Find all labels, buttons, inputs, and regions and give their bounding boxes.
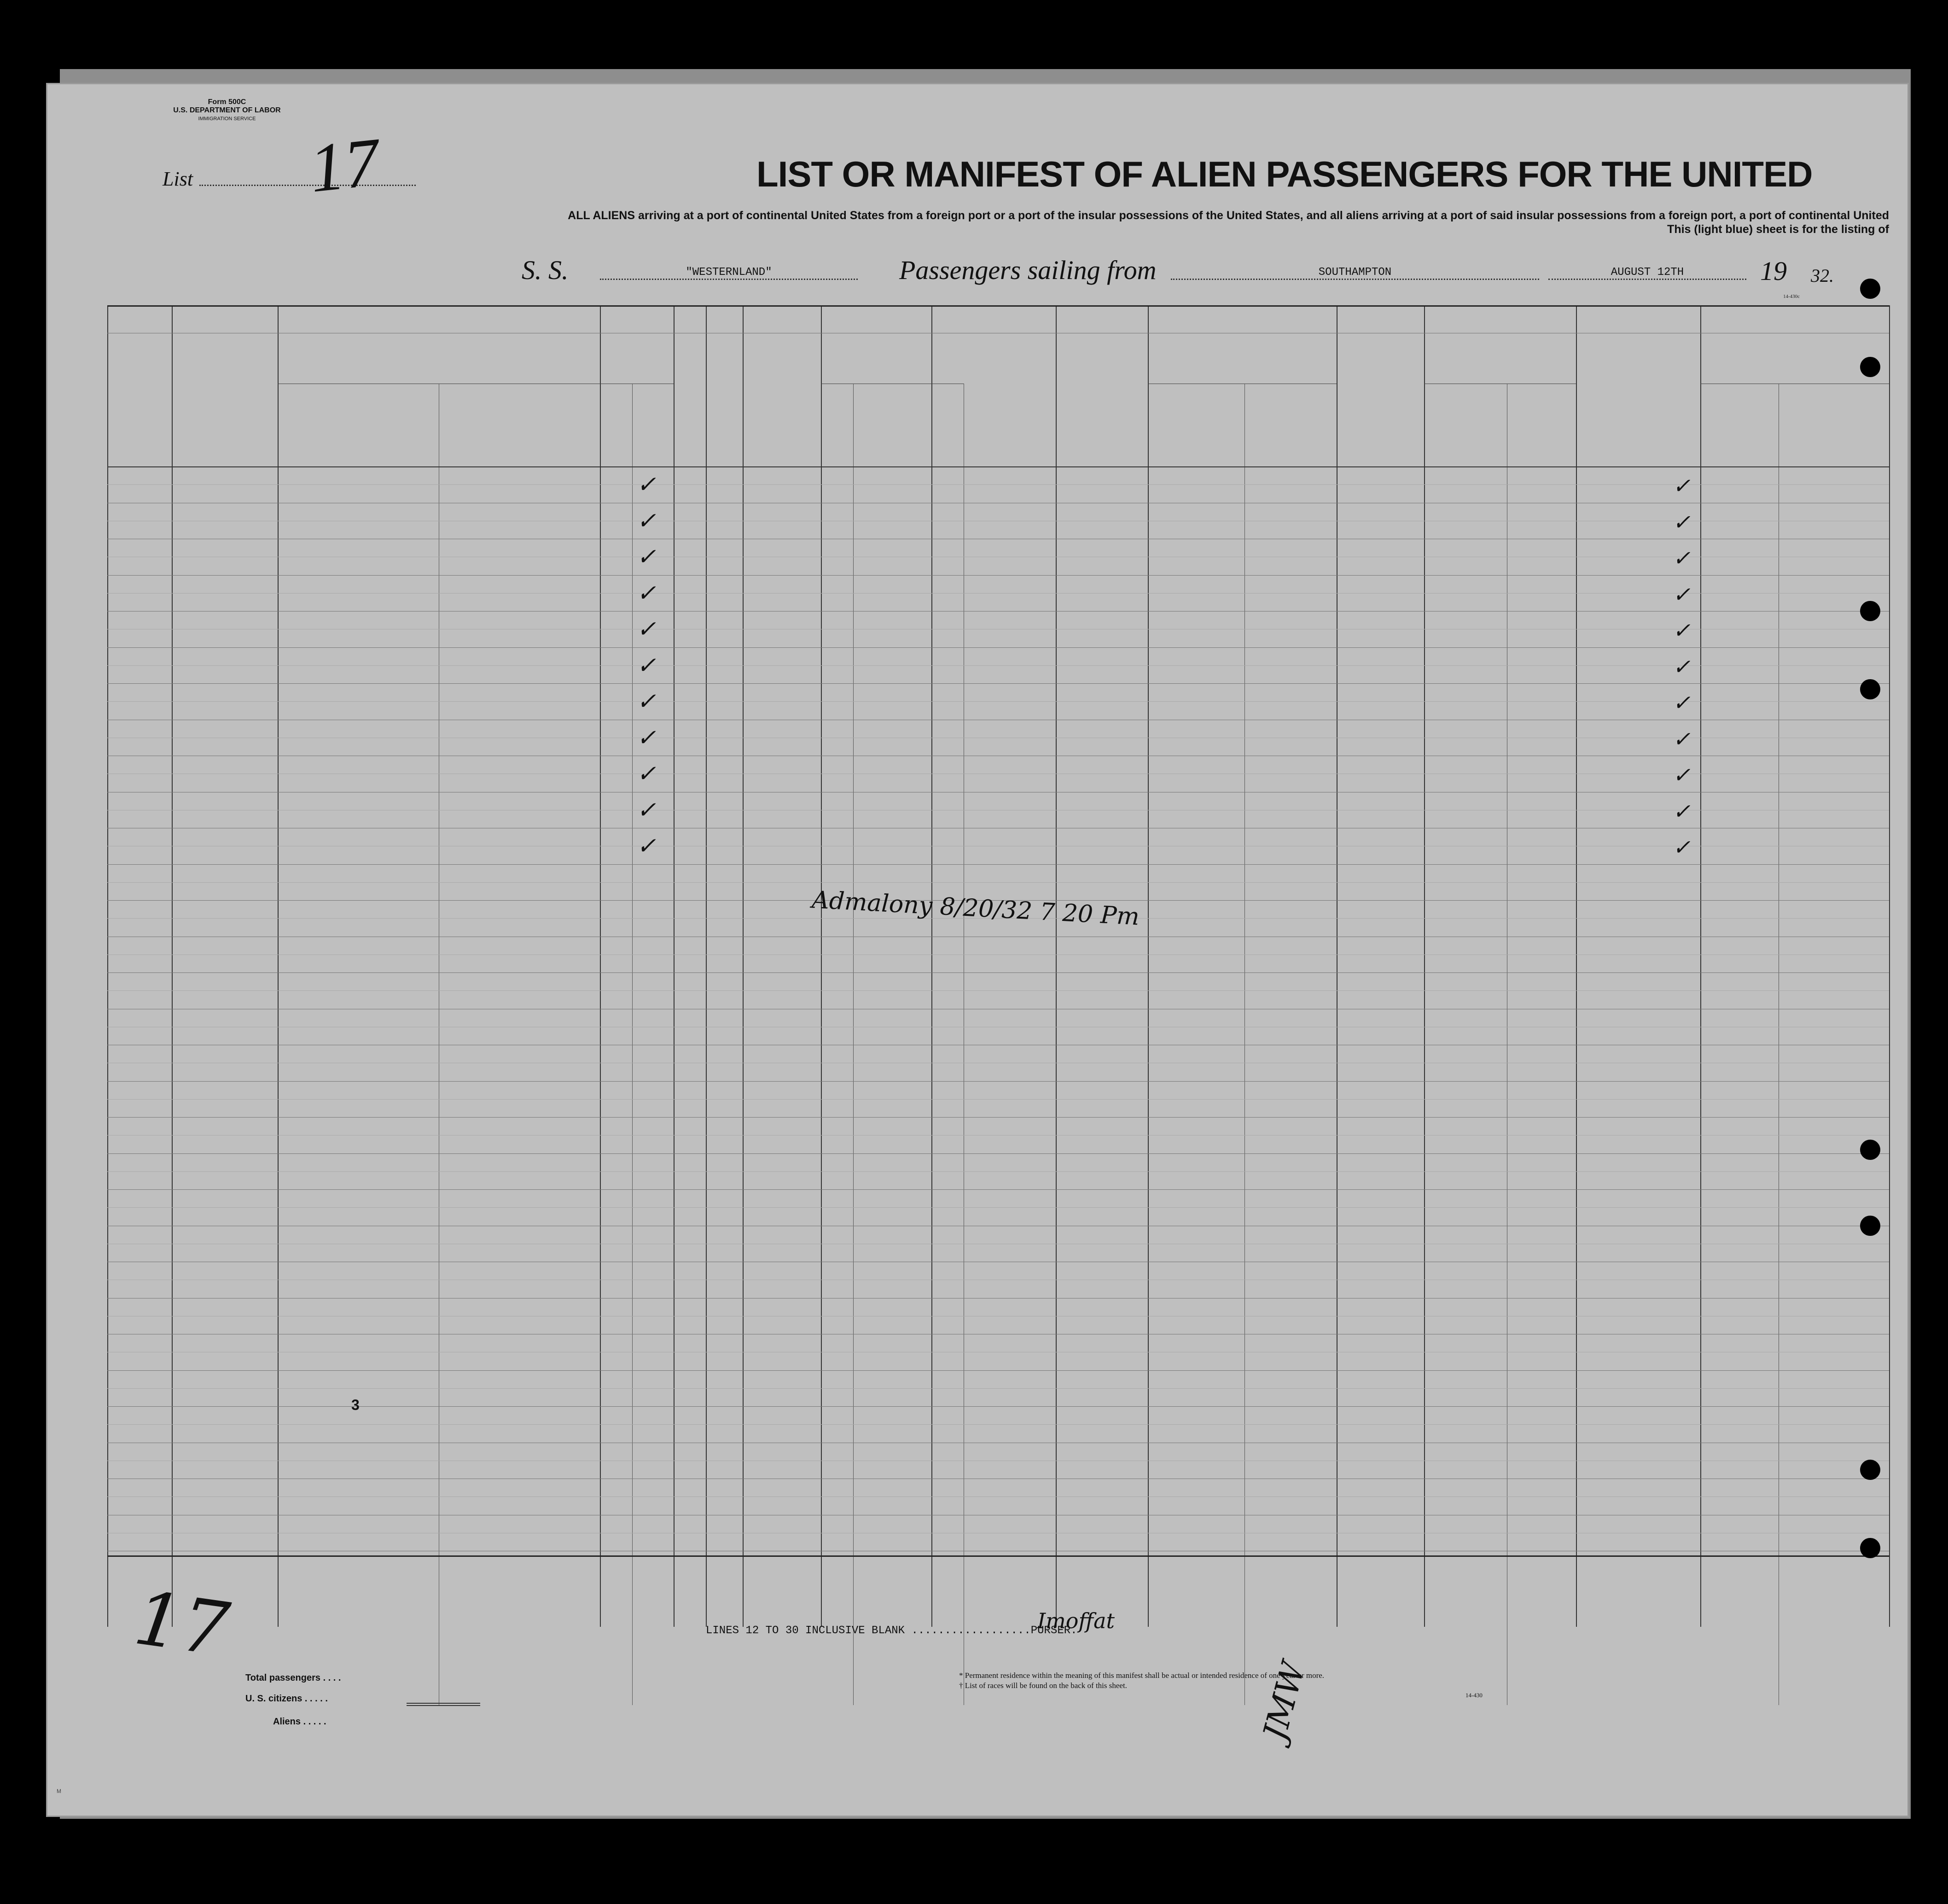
department: U.S. DEPARTMENT OF LABOR [173,106,281,114]
verif-check: ✓ [1673,763,1691,787]
age-check: ✓ [637,797,656,823]
row-rule [107,1406,1889,1407]
binder-hole [1860,1460,1880,1480]
row-rule [107,1189,1889,1190]
edge-mark: M [57,1788,61,1794]
row-rule [107,1153,1889,1154]
age-check: ✓ [637,507,656,534]
subtitle [416,209,1889,236]
column-rule [1056,305,1057,1627]
verif-check: ✓ [1673,799,1691,824]
row-subrule [107,1099,1889,1100]
inspector-signature: Admalony 8/20/32 7 20 Pm [811,886,1140,931]
service: IMMIGRATION SERVICE [198,116,256,122]
verif-check: ✓ [1673,690,1691,715]
row-rule [107,972,1889,973]
total-passengers-label: Total passengers . . . . [245,1673,341,1683]
age-check: ✓ [637,760,656,787]
column-rule [1148,305,1149,1627]
age-check: ✓ [637,471,656,498]
form-number: Form 500C [208,98,246,106]
departure-port: SOUTHAMPTON [1171,266,1539,280]
column-rule [743,305,744,1627]
year-suffix: 32. [1811,265,1834,286]
row-rule [107,575,1889,576]
column-rule [600,305,601,1627]
row-subrule [107,701,1889,702]
row-subrule [107,1207,1889,1208]
line-26-mark: 3 [351,1397,360,1413]
verif-check: ✓ [1673,473,1691,498]
column-rule [706,305,707,1627]
initials: JMW [1256,1658,1313,1744]
footnote-residence: * Permanent residence within the meaning of this manifest shall be actual or intended residence of one year or more. [959,1671,1325,1680]
row-subrule [107,1424,1889,1425]
age-check: ✓ [637,616,656,642]
sailing-label: Passengers sailing from [899,255,1157,285]
header-top-rule [107,305,1889,307]
row-rule [107,683,1889,684]
row-rule [107,864,1889,865]
row-subrule [107,665,1889,666]
manifest-table [107,305,1889,1627]
list-number: 17 [306,123,383,207]
binder-hole [1860,357,1880,377]
page-title: LIST OR MANIFEST OF ALIEN PASSENGERS FOR THE UNITED [756,154,1813,194]
verif-check: ✓ [1673,546,1691,571]
manifest-sheet [46,83,1909,1817]
column-rule [1244,384,1245,1705]
table-bottom-rule [107,1555,1889,1557]
age-check: ✓ [637,652,656,679]
list-label: List [163,168,193,190]
column-rule [172,305,173,1627]
column-rule [1576,305,1577,1627]
form-identifier [158,98,296,123]
margin-list-number: 17 [129,1574,234,1673]
age-check: ✓ [637,580,656,606]
row-rule [107,1370,1889,1371]
row-subrule [107,1496,1889,1497]
row-subrule [107,882,1889,883]
column-rule [931,305,932,1627]
row-rule [107,1081,1889,1082]
purser-signature: Imoffat [1037,1608,1115,1633]
verif-check: ✓ [1673,835,1691,860]
column-rule [632,384,633,1705]
subtitle-line-1: ALL ALIENS arriving at a port of continental United States from a foreign port or a port of the insular possessions of the United States, and all aliens arriving at a port of said insular possessions from a foreign port, a port of continental United [568,209,1889,222]
footnote-races: † List of races will be found on the back of this sheet. [959,1681,1127,1690]
citizens-blank [407,1703,480,1704]
us-citizens-label: U. S. citizens . . . . . [245,1694,328,1704]
citizens-blank-2 [407,1705,480,1706]
column-rule [821,305,822,1627]
column-rule [1889,305,1890,1627]
binder-hole [1860,1216,1880,1236]
binder-hole [1860,1140,1880,1160]
row-rule [107,647,1889,648]
age-check: ✓ [637,833,656,859]
aliens-label: Aliens . . . . . [273,1717,326,1727]
column-rule [1424,305,1425,1627]
age-check: ✓ [637,724,656,751]
row-subrule [107,593,1889,594]
row-subrule [107,1388,1889,1389]
list-dotted-line [199,185,416,186]
column-rule [1700,305,1701,1627]
age-check: ✓ [637,688,656,715]
blank-lines-note: LINES 12 TO 30 INCLUSIVE BLANK ..................PURSER. [706,1625,1077,1637]
verif-check: ✓ [1673,618,1691,643]
binder-hole [1860,1538,1880,1558]
row-subrule [107,484,1889,485]
year-prefix: 19 [1760,256,1787,286]
form-code: 14-430c [1783,294,1800,299]
header-bottom-rule [107,466,1889,467]
age-check: ✓ [637,543,656,570]
binder-hole [1860,279,1880,299]
ship-name: "WESTERNLAND" [600,266,858,280]
verif-check: ✓ [1673,727,1691,751]
row-subrule [107,990,1889,991]
sailing-date: AUGUST 12TH [1548,266,1746,280]
column-rule [278,305,279,1627]
footer-code: 14-430 [1465,1692,1483,1699]
row-rule [107,1117,1889,1118]
binder-hole [1860,679,1880,699]
column-rule [107,305,108,1627]
binder-hole [1860,601,1880,621]
column-rule [853,384,854,1705]
row-subrule [107,1171,1889,1172]
verif-check: ✓ [1673,582,1691,607]
verif-check: ✓ [1673,510,1691,535]
verif-check: ✓ [1673,654,1691,679]
subtitle-line-2: This (light blue) sheet is for the listing of [1667,223,1889,236]
column-rule [674,305,675,1627]
ss-label: S. S. [522,255,569,285]
